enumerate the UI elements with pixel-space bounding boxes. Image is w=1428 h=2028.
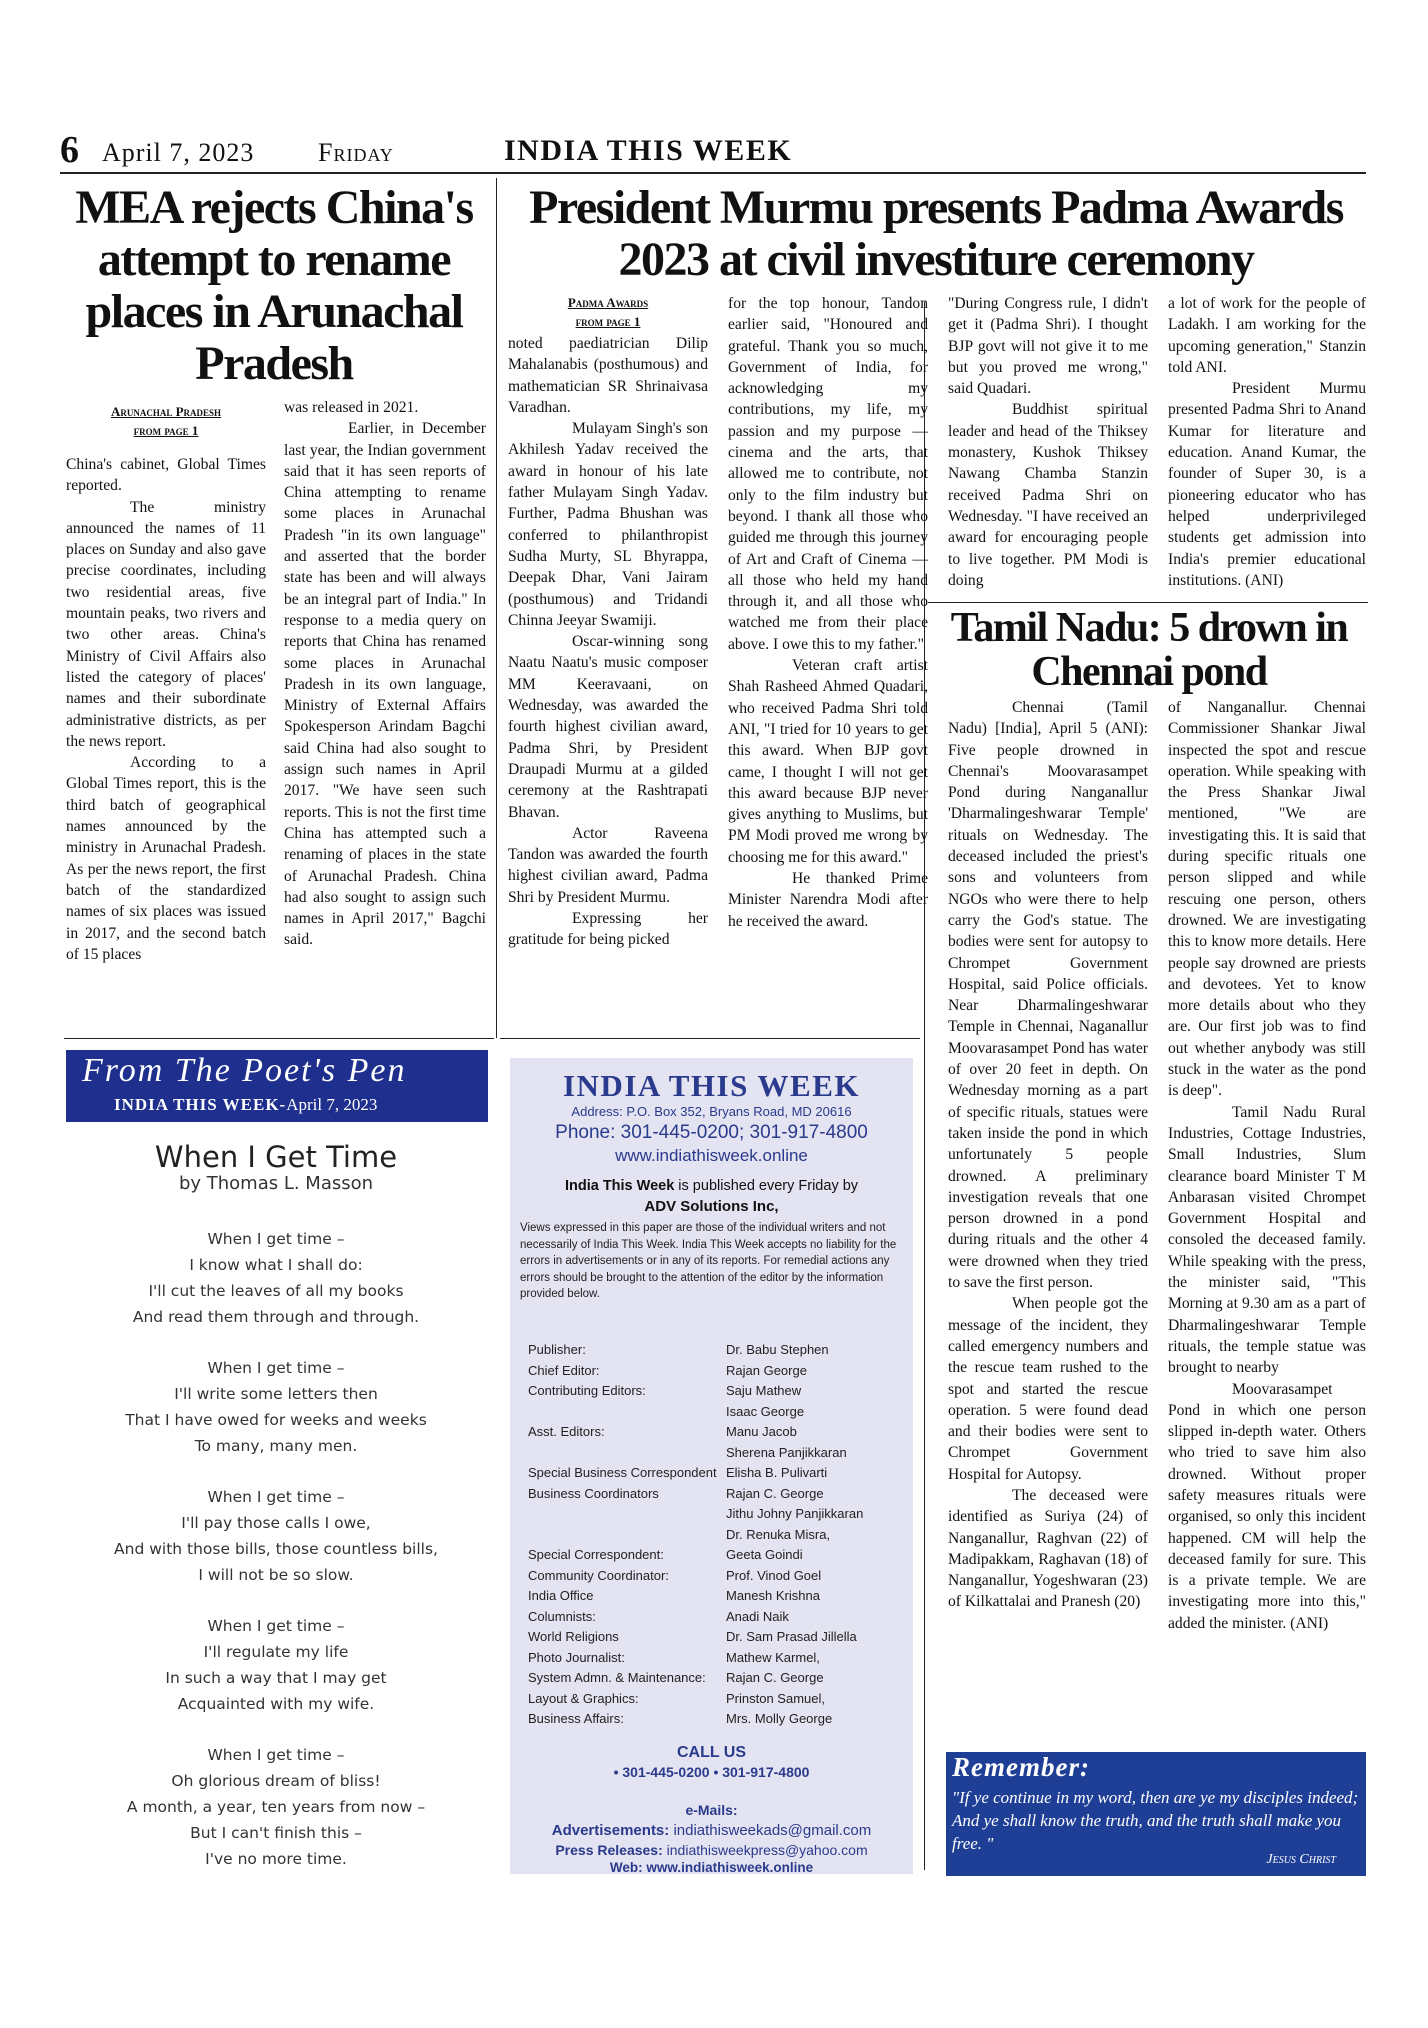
call-us-label: CALL US xyxy=(676,1744,747,1761)
padma-column-3: "During Congress rule, I didn't get it (Padma Shri). I thought BJP govt will not give it to me but you proved me wrong," said Quadari. Buddhist spiritual leader and head of the Thiksey monastery, Kushok Thiksey Nawang Chamba Stanzin received Padma Shri on Wednesday. "I have received an award for encouraging people to live together. PM Modi is doing xyxy=(948,295,1148,589)
masthead-address: Address: P.O. Box 352, Bryans Road, MD 20616 xyxy=(571,1104,852,1119)
staff-row: Special Correspondent: Geeta Goindi xyxy=(528,1547,803,1562)
staff-row: Dr. Renuka Misra, xyxy=(726,1526,831,1542)
staff-row: Isaac George xyxy=(726,1403,805,1419)
staff-row: Community Coordinator: Prof. Vinod Goel xyxy=(528,1567,822,1583)
section-divider xyxy=(500,1038,920,1039)
poem-stanza: When I get time – Oh glorious dream of bliss! A month, a year, ten years from now – But I can't finish this – I've no more time. xyxy=(126,1746,426,1868)
staff-row: Chief Editor: Rajan George xyxy=(528,1362,807,1378)
remember-quote: "If ye continue in my word, then are ye my disciples indeed; And ye shall know the truth, and the truth shall make you free. " xyxy=(952,1788,1359,1853)
staff-row: Business Coordinators Rajan C. George xyxy=(528,1485,824,1501)
staff-row: Jithu Johny Panjikkaran xyxy=(726,1506,864,1521)
masthead-box xyxy=(510,1058,913,1874)
poets-pen-title: From The Poet's Pen xyxy=(82,1052,407,1089)
mea-column-1: Arunachal Pradesh from page 1 China's cabinet, Global Times reported. The ministry announced the names of 11 places on Sunday and also gave precise coordinates, including two residential areas, five mountain peaks, two rivers and two other areas. China's Ministry of Civil Affairs also listed the category of places' names and their subordinate administrative districts, as per the news report. According to a Global Times report, this is the third batch of geographical names announced by the ministry in Arunachal Pradesh. As per the news report, the first batch of the standardized names of six places was issued in 2017, and the second batch of 15 places xyxy=(66,404,266,963)
poem-title: When I Get Time xyxy=(154,1140,398,1174)
remember-attribution: Jesus Christ xyxy=(1266,1852,1336,1867)
poets-pen-subtitle: INDIA THIS WEEK-April 7, 2023 xyxy=(114,1095,378,1114)
mea-headline: MEA rejects China's attempt to rename places in Arunachal Pradesh xyxy=(75,181,473,390)
section-divider xyxy=(928,602,1368,603)
padma-column-2: for the top honour, Tandon earlier said, "Honoured and grateful. Thank you so much, Government of India, for acknowledging my contributions, my life, my passion and my purpose — cinema and the arts, that allowed me to contribute, not only to the film industry but beyond. I thank all those who guided me through this journey of Art and Craft of Cinema — all those who held my hand through it, and all those who watched me from their place above. I owe this to my father." Veteran craft artist Shah Rasheed Ahmed Quadari, who received Padma Shri told ANI, "I tried for 10 years to get this award. When BJP govt came, I thought I will not get this award because BJP never gives anything to Muslims, but PM Modi proved me wrong by choosing me for this award." He thanked Prime Minister Narendra Modi after he received the award. xyxy=(728,295,928,930)
staff-row: Sherena Panjikkaran xyxy=(726,1444,847,1460)
emails-label: e-Mails: xyxy=(685,1802,738,1818)
masthead-phone: Phone: 301-445-0200; 301-917-4800 xyxy=(555,1122,868,1143)
page-number: 6 xyxy=(60,129,79,171)
page-date: April 7, 2023 xyxy=(102,138,255,167)
staff-row: Photo Journalist: Mathew Karmel, xyxy=(528,1649,820,1665)
call-us-numbers: • 301-445-0200 • 301-917-4800 xyxy=(613,1764,810,1780)
tn-column-1: Chennai (Tamil Nadu) [India], April 5 (ANI): Five people drowned in Chennai's Moovarasampet Pond during Nanganallur 'Dharmalingeshwarar Temple' rituals on Wednesday. The deceased included the priest's sons and volunteers from NGOs who were there to help carry the God's statue. The bodies were sent for autopsy to Chrompet Government Hospital, said Police officials. Near Dharmalingeshwarar Temple in Chennai, Naganallur Moovarasampet Pond has water of over 20 feet in depth. On Wednesday morning as a part of specific rituals, statues were taken inside the pond in which unfortunately 5 people drowned. A preliminary investigation reveals that one person drowned in a pond during rituals and the other 4 were drowned when they tried to save the first person. When people got the message of the incident, they called emergency numbers and the rescue team rushed to the spot and started the rescue operation. 5 were found dead and their bodies were sent to Chrompet Government Hospital for Autopsy. The deceased were identified as Suriya (24) of Nanganallur, Raghvan (22) of Madipakkam, Raghavan (18) of Nanganallur, Yogeshwaran (23) of Kilkattalai and Pranesh (20) xyxy=(948,699,1148,1611)
masthead-company: ADV Solutions Inc, xyxy=(644,1198,779,1215)
header-rule xyxy=(60,172,1366,174)
masthead-published: India This Week is published every Friday by xyxy=(564,1178,859,1194)
tn-headline: Tamil Nadu: 5 drown in Chennai pond xyxy=(950,605,1348,695)
staff-row: Layout & Graphics: Prinston Samuel, xyxy=(528,1690,825,1706)
staff-row: Contributing Editors: Saju Mathew xyxy=(528,1383,802,1398)
remember-box xyxy=(946,1752,1366,1876)
poets-pen-banner xyxy=(66,1050,488,1122)
page-header xyxy=(60,128,1366,174)
web-line[interactable]: Web: www.indiathisweek.online xyxy=(609,1860,814,1875)
section-divider xyxy=(64,1038,494,1039)
ads-email-line[interactable]: Advertisements: indiathisweekads@gmail.com xyxy=(551,1822,872,1839)
poem-stanza: When I get time – I'll regulate my life In such a way that I may get Acquainted with my wife. xyxy=(165,1617,387,1713)
masthead-website[interactable]: www.indiathisweek.online xyxy=(615,1146,808,1165)
poem-stanza: When I get time – I'll write some letters then That I have owed for weeks and weeks To many, many men. xyxy=(125,1359,427,1455)
mea-column-2: was released in 2021. Earlier, in December last year, the Indian government said that it has seen reports of China attempting to rename some places in Arunachal Pradesh "in its own language" and asserted that the border state has been and will always be an integral part of India." In response to a media query on reports that China has renamed some places in Arunachal Pradesh in its own language, Ministry of External Affairs Spokesperson Arindam Bagchi said China had also sought to assign such names in April 2017. "We have seen such reports. This is not the first time China has attempted such a renaming of places in the state of Arunachal Pradesh. China had also sought to assign such names in April 2017," Bagchi said. xyxy=(284,399,486,949)
press-email-line[interactable]: Press Releases: indiathisweekpress@yahoo.com xyxy=(555,1842,868,1858)
page-day: Friday xyxy=(318,138,394,167)
masthead-disclaimer: Views expressed in this paper are those of the individual writers and not necessarily of India This Week. India This Week accepts no liability for the errors in advertisements or in any of its reports. For remedial actions any errors should be brought to the attention of the editor by the information provided below. xyxy=(520,1222,897,1300)
staff-list xyxy=(528,1340,863,1730)
poem-stanza: When I get time – I know what I shall do: I'll cut the leaves of all my books And read them through and through. xyxy=(132,1230,420,1326)
remember-title: Remember: xyxy=(952,1752,1090,1782)
padma-headline: President Murmu presents Padma Awards 2023 at civil investiture ceremony xyxy=(529,181,1343,286)
staff-row: Special Business Correspondent Elisha B. Pulivarti xyxy=(528,1465,828,1480)
column-divider xyxy=(496,178,497,1038)
staff-row: Asst. Editors: Manu Jacob xyxy=(528,1424,797,1439)
paper-name: INDIA THIS WEEK xyxy=(504,134,793,167)
staff-row: India Office Manesh Krishna xyxy=(528,1588,820,1603)
poem xyxy=(66,1140,486,1897)
poem-stanza: When I get time – I'll pay those calls I owe, And with those bills, those countless bills, I will not be so slow. xyxy=(114,1488,438,1584)
tn-column-2: of Nanganallur. Chennai Commissioner Shankar Jiwal inspected the spot and rescue operation. While speaking with the Press Shankar Jiwal mentioned, "We are investigating this. It is said that during specific rituals one person slipped and while rescuing one person, others drowned. We are investigating this to know more details. Here people say drowned are priests and devotees. Yet to know more details about who they are. Our first job was to find out whether anybody was still stuck in the water as the pond is deep". Tamil Nadu Rural Industries, Cottage Industries, Small Industries, Slum clearance board Minister T M Anbarasan visited Chrompet Government Hospital and consoled the deceased family. While speaking with the press, the minister said, "This Morning at 9.30 am as a part of Dharmalingeshwarar Temple rituals, the temple statue was brought to nearby Moovarasampet Pond in which one person slipped in-depth water. Others who tried to save him also drowned. Without proper safety measures rituals were organised, so only this incident happened. CM will help the deceased family for sure. This is a private temple. We are investigating more into this," added the minister. (ANI) xyxy=(1168,699,1366,1632)
staff-row: Business Affairs: Mrs. Molly George xyxy=(528,1711,833,1726)
padma-column-4: a lot of work for the people of Ladakh. I am working for the upcoming generation," Stanzin told ANI. President Murmu presented Padma Shri to Anand Kumar for literature and education. Anand Kumar, the founder of Super 30, is a pioneering educator who has helped underprivileged students get admission into India's premier educational institutions. (ANI) xyxy=(1168,295,1366,589)
staff-row: Columnists: Anadi Naik xyxy=(528,1608,789,1624)
mea-byline: Arunachal Pradesh from page 1 xyxy=(110,404,222,438)
padma-column-1: Padma Awards from page 1 noted paediatrician Dilip Mahalanabis (posthumous) and mathematician SR Shrinaivasa Varadhan. Mulayam Singh's son Akhilesh Yadav received the award in honour of his late father Mulayam Singh Yadav. Further, Padma Bhushan was conferred to philanthropist Sudha Murty, SL Bhyrappa, Deepak Dhar, Vani Jairam (posthumous) and Tridandi Chinna Jeeyar Swamiji. Oscar-winning song Naatu Naatu's music composer MM Keeravaani, on Wednesday, was awarded the fourth highest civilian award, Padma Shri, by President Draupadi Murmu at a gilded ceremony at the Rashtrapati Bhavan. Actor Raveena Tandon was awarded the fourth highest civilian award, Padma Shri by President Murmu. Expressing her gratitude for being picked xyxy=(508,295,708,949)
staff-row: Publisher: Dr. Babu Stephen xyxy=(528,1342,829,1357)
poem-author: by Thomas L. Masson xyxy=(178,1173,374,1194)
masthead-title: INDIA THIS WEEK xyxy=(562,1068,861,1103)
padma-byline: Padma Awards from page 1 xyxy=(567,295,649,329)
staff-row: World Religions Dr. Sam Prasad Jillella xyxy=(528,1629,857,1644)
staff-row: System Admn. & Maintenance: Rajan C. George xyxy=(528,1670,824,1685)
